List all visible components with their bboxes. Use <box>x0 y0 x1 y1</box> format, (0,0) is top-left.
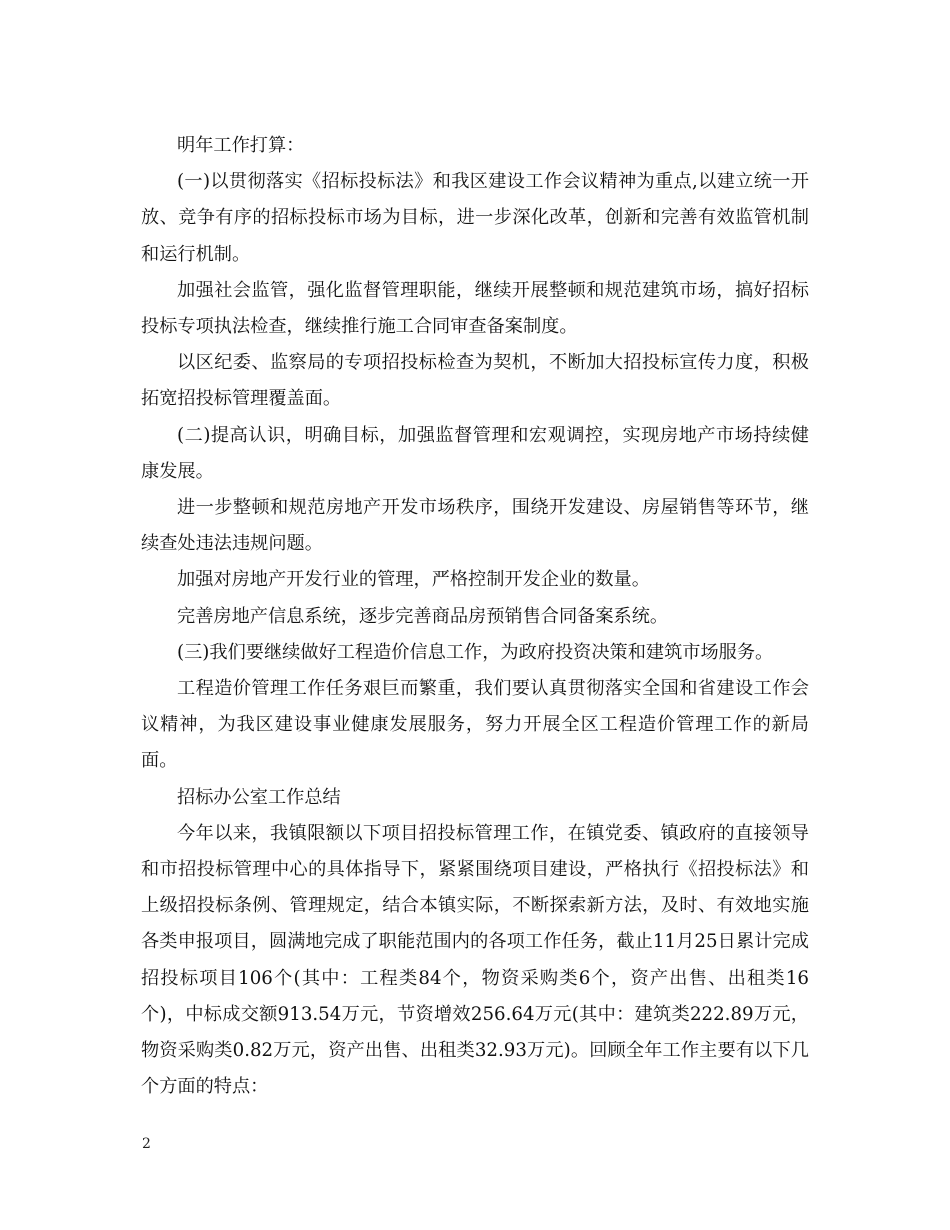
section-heading-next-year-plan: 明年工作打算： <box>177 135 305 156</box>
paragraph-social-supervision: 加强社会监管，强化监督管理职能，继续开展整顿和规范建筑市场，搞好招标投标专项执法检查，继续推行施工合同审查备案制度。 <box>141 279 809 338</box>
paragraph-real-estate-order: 进一步整顿和规范房地产开发市场秩序，围绕开发建设、房屋销售等环节，继续查处违法违规问题。 <box>141 497 809 555</box>
document-body <box>141 128 809 1105</box>
paragraph-plan-item-2: (二)提高认识，明确目标，加强监督管理和宏观调控，实现房地产市场持续健康发展。 <box>141 424 809 482</box>
paragraph-plan-item-1: (一)以贯彻落实《招标投标法》和我区建设工作会议精神为重点,以建立统一开放、竞争有序的招标投标市场为目标，进一步深化改革，创新和完善有效监管机制和运行机制。 <box>141 171 809 265</box>
paragraph-cost-management: 工程造价管理工作任务艰巨而繁重，我们要认真贯彻落实全国和省建设工作会议精神，为我区建设事业健康发展服务，努力开展全区工程造价管理工作的新局面。 <box>141 678 809 772</box>
page-number: 2 <box>142 1136 151 1152</box>
paragraph-industry-management: 加强对房地产开发行业的管理，严格控制开发企业的数量。 <box>177 569 650 591</box>
paragraph-inspection-opportunity: 以区纪委、监察局的专项招投标检查为契机，不断加大招投标宣传力度，积极拓宽招投标管理覆盖面。 <box>141 352 809 410</box>
paragraph-plan-item-3: (三)我们要继续做好工程造价信息工作，为政府投资决策和建筑市场服务。 <box>177 641 774 663</box>
section-heading-office-summary: 招标办公室工作总结 <box>177 786 341 808</box>
paragraph-information-system: 完善房地产信息系统，逐步完善商品房预销售合同备案系统。 <box>177 605 669 627</box>
paragraph-annual-summary: 今年以来，我镇限额以下项目招投标管理工作，在镇党委、镇政府的直接领导和市招投标管理中心的具体指导下，紧紧围绕项目建设，严格执行《招投标法》和上级招投标条例、管理规定，结合本镇实际，不断探索新方法，及时、有效地实施各类申报项目，圆满地完成了职能范围内的各项工作任务，截止11月25日累计完成招投标项目106个(其中：工程类84个，物资采购类6个，资产出售、出租类16个)，中标成交额913.54万元，节资增效256.64万元(其中：建筑类222.89万元，物资采购类0.82万元，资产出售、出租类32.93万元)。回顾全年工作主要有以下几个方面的特点： <box>141 822 809 1098</box>
